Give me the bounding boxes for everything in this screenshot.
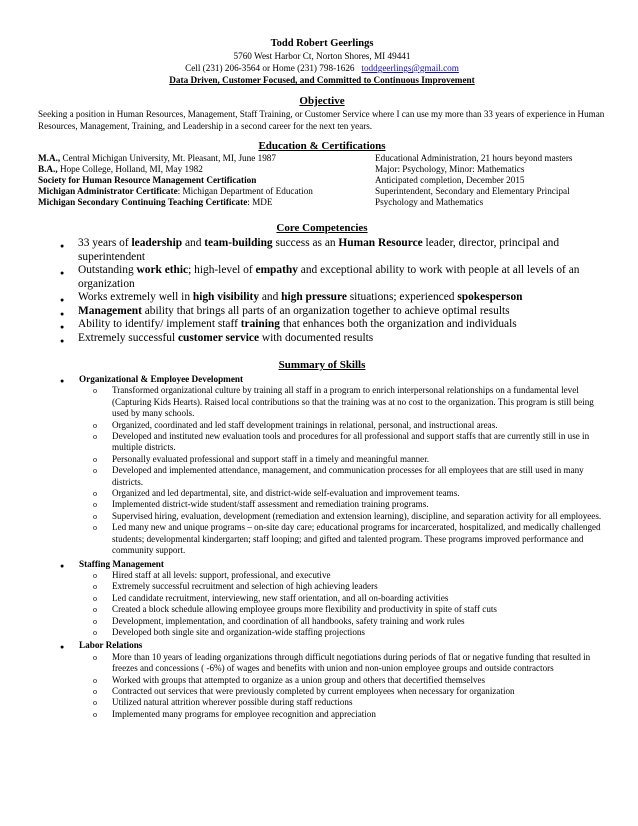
skill-text: Worked with groups that attempted to organize as a union group and others that decertified themselves — [112, 674, 486, 685]
credential-detail: : MDE — [247, 197, 273, 207]
credential-name: Society for Human Resource Management Certification — [38, 175, 257, 185]
circle-bullet-icon: o — [93, 627, 97, 637]
education-table — [38, 153, 606, 208]
competency-text: situations; experienced — [346, 291, 458, 303]
skill-text: Developed and implemented attendance, management, and communication processes for all employees that are still used in many districts. — [112, 465, 584, 487]
competency-text: Extremely successful — [78, 331, 178, 344]
skill-text: Organized, coordinated and led staff development trainings in relational, personal, and instructional areas. — [112, 419, 498, 430]
skill-group-title: Organizational & Employee Development — [79, 374, 244, 384]
skill-item — [38, 686, 606, 697]
objective-heading: Objective — [299, 95, 345, 107]
bullet-icon: ● — [60, 643, 65, 652]
education-focus: Anticipated completion, December 2015 — [375, 175, 525, 185]
education-credential — [38, 197, 375, 208]
skill-text: Hired staff at all levels: support, professional, and executive — [112, 569, 331, 580]
bullet-icon: ● — [60, 336, 65, 345]
credential-name: Michigan Administrator Certificate — [38, 186, 178, 196]
skill-item — [38, 420, 606, 431]
bullet-icon: ● — [60, 377, 65, 385]
skill-group — [38, 640, 606, 720]
competency-keyword: leadership — [131, 237, 183, 249]
skill-text: Developed both single site and organization-wide staffing projections — [112, 626, 365, 637]
circle-bullet-icon: o — [93, 709, 97, 719]
skill-item — [38, 431, 606, 454]
skill-text: Implemented many programs for employee recognition and appreciation — [112, 708, 376, 719]
circle-bullet-icon: o — [93, 500, 97, 510]
competency-keyword: Human Resource — [338, 237, 423, 249]
competency-text: 33 years of — [78, 237, 132, 249]
skill-text: Transformed organizational culture by training all staff in a program to enrich interpersonal relationships on a fundamental level (Capturing Kids Hearts). Raised local contributions so that the training was at no cost to the organization. This program is still being used by many schools. — [112, 385, 594, 419]
competency-keyword: training — [240, 318, 280, 330]
education-focus: Educational Administration, 21 hours beyond masters — [375, 153, 573, 163]
education-focus: Psychology and Mathematics — [375, 197, 484, 207]
competency-item — [38, 332, 606, 346]
education-row — [38, 153, 606, 164]
circle-bullet-icon: o — [93, 523, 97, 533]
education-focus: Major: Psychology, Minor: Mathematics — [375, 164, 525, 174]
circle-bullet-icon: o — [93, 570, 97, 580]
skill-item — [38, 499, 606, 510]
education-credential — [38, 175, 375, 186]
tagline: Data Driven, Customer Focused, and Committed to Continuous Improvement — [169, 75, 475, 85]
competencies-list — [38, 237, 606, 345]
skill-text: Utilized natural attrition wherever possible during staff reductions — [112, 697, 353, 708]
circle-bullet-icon: o — [93, 489, 97, 499]
skill-item — [38, 488, 606, 499]
circle-bullet-icon: o — [93, 616, 97, 626]
credential-name: B.A., — [38, 164, 58, 174]
competency-text: and — [182, 237, 205, 249]
skill-item — [38, 616, 606, 627]
skill-group-heading — [38, 640, 606, 651]
competency-text: Works extremely well in — [78, 291, 193, 303]
skill-item — [38, 454, 606, 465]
circle-bullet-icon: o — [93, 454, 97, 464]
circle-bullet-icon: o — [93, 593, 97, 603]
bullet-icon: ● — [60, 309, 65, 318]
skill-text: Organized and led departmental, site, and district-wide self-evaluation and improvement teams. — [112, 488, 460, 499]
competency-text: leader, director, principal and superintendent — [78, 237, 560, 263]
competency-text: with documented results — [259, 331, 374, 344]
circle-bullet-icon: o — [93, 686, 97, 696]
skill-group-heading — [38, 374, 606, 385]
skill-list — [38, 652, 606, 720]
competency-keyword: spokesperson — [457, 291, 523, 303]
competency-item — [38, 264, 606, 291]
circle-bullet-icon: o — [93, 675, 97, 685]
skill-item — [38, 581, 606, 592]
circle-bullet-icon: o — [93, 582, 97, 592]
circle-bullet-icon: o — [93, 420, 97, 430]
credential-detail: : Michigan Department of Education — [177, 186, 313, 196]
skill-text: Led candidate recruitment, interviewing, new staff orientation, and all on-boarding activities — [112, 592, 449, 603]
competency-text: that enhances both the organization and individuals — [279, 318, 517, 330]
competency-keyword: work ethic — [136, 264, 189, 276]
competencies-heading: Core Competencies — [276, 222, 368, 234]
bullet-icon: ● — [60, 269, 65, 277]
skill-text: Supervised hiring, evaluation, development (remediation and extension learning), discipline, and separation activity for all employees. — [112, 510, 602, 521]
skill-item — [38, 511, 606, 522]
candidate-name: Todd Robert Geerlings — [270, 38, 374, 49]
skill-text: Contracted out services that were previously completed by current employees when necessary for organization — [112, 685, 515, 696]
bullet-icon: ● — [60, 296, 65, 304]
skill-item — [38, 522, 606, 556]
circle-bullet-icon: o — [93, 466, 97, 476]
skill-group-heading — [38, 559, 606, 570]
skill-item — [38, 627, 606, 638]
education-row — [38, 175, 606, 186]
credential-detail: Hope College, Holland, MI, May 1982 — [57, 164, 203, 174]
skill-item — [38, 385, 606, 419]
circle-bullet-icon: o — [93, 432, 97, 442]
competency-item — [38, 237, 606, 264]
competency-keyword: Management — [78, 304, 142, 317]
skill-item — [38, 593, 606, 604]
skill-text: Extremely successful recruitment and selection of high achieving leaders — [112, 581, 378, 592]
competency-text: and exceptional ability to work with people at all levels of an organization — [78, 264, 580, 290]
competency-keyword: high pressure — [281, 291, 347, 303]
address: 5760 West Harbor Ct, Norton Shores, MI 49441 — [233, 51, 411, 61]
skill-text: Personally evaluated professional and support staff in a timely and meaningful manner. — [112, 453, 430, 464]
skill-text: Development, implementation, and coordination of all handbooks, safety training and work rules — [112, 615, 465, 626]
education-heading: Education & Certifications — [258, 140, 386, 152]
bullet-icon: ● — [60, 242, 65, 250]
education-row — [38, 186, 606, 197]
skill-text: Led many new and unique programs – on-site day care; educational programs for incarcerated, hospitalized, and medically challenged students; developmental kindergarten; staff looping; and gifted and talented program. These programs improved performance and community support. — [112, 522, 601, 556]
competency-keyword: high visibility — [192, 291, 260, 303]
circle-bullet-icon: o — [93, 386, 97, 396]
contact-line — [38, 62, 606, 74]
credential-name: Michigan Secondary Continuing Teaching Certificate — [38, 197, 248, 207]
skill-group-title: Staffing Management — [79, 558, 164, 569]
skill-item — [38, 675, 606, 686]
education-credential — [38, 186, 375, 197]
education-credential — [38, 153, 375, 164]
circle-bullet-icon: o — [93, 698, 97, 708]
circle-bullet-icon: o — [93, 652, 97, 662]
competency-text: ability that brings all parts of an organization together to achieve optimal results — [141, 304, 510, 317]
bullet-icon: ● — [60, 561, 65, 570]
skill-text: Implemented district-wide student/staff assessment and remediation training programs. — [112, 499, 429, 510]
skill-item — [38, 570, 606, 581]
skill-item — [38, 652, 606, 675]
skill-list — [38, 385, 606, 556]
competency-text: and — [259, 291, 282, 303]
skills-heading: Summary of Skills — [278, 359, 366, 371]
competency-item — [38, 318, 606, 332]
objective-text: Seeking a position in Human Resources, Management, Staff Training, or Customer Service where I can use my more than 33 years of experience in Human Resources, Management, Training, and Leadership in a second career for the next ten years. — [38, 109, 605, 131]
skills-section — [38, 374, 606, 720]
competency-text: Ability to identify/ implement staff — [78, 318, 241, 330]
credential-detail: Central Michigan University, Mt. Pleasant, MI, June 1987 — [60, 153, 276, 163]
skill-item — [38, 709, 606, 720]
skill-group — [38, 374, 606, 557]
competency-text: success as an — [272, 237, 339, 249]
education-focus: Superintendent, Secondary and Elementary Principal — [375, 186, 570, 196]
bullet-icon: ● — [60, 323, 65, 331]
education-credential — [38, 164, 375, 175]
circle-bullet-icon: o — [93, 511, 97, 521]
competency-item — [38, 305, 606, 319]
skill-group-title: Labor Relations — [79, 640, 143, 651]
competency-text: ; high-level of — [188, 264, 256, 276]
phone-numbers: Cell (231) 206-3564 or Home (231) 798-1626 — [185, 63, 355, 73]
skill-text: Created a block schedule allowing employee groups more flexibility and productivity in spite of staff cuts — [112, 604, 497, 615]
competency-item — [38, 291, 606, 305]
education-row — [38, 164, 606, 175]
competency-keyword: team-building — [204, 237, 273, 249]
skill-text: More than 10 years of leading organizations through difficult negotiations during periods of flat or negative funding that resulted in freezes and concessions ( -6%) of wages and benefits with union and non-union employee groups and outside contractors — [112, 651, 591, 674]
competency-keyword: customer service — [177, 331, 260, 344]
circle-bullet-icon: o — [93, 605, 97, 615]
skill-text: Developed and instituted new evaluation tools and procedures for all professional and support staffs that are currently still in use in multiple districts. — [112, 431, 590, 453]
competency-text: Outstanding — [78, 264, 137, 276]
skill-group — [38, 559, 606, 639]
competency-keyword: empathy — [255, 264, 298, 276]
email-link[interactable]: toddgeerlings@gmail.com — [361, 63, 459, 73]
skill-item — [38, 697, 606, 708]
credential-name: M.A., — [38, 153, 61, 163]
skill-item — [38, 465, 606, 488]
skill-item — [38, 604, 606, 615]
education-row — [38, 197, 606, 208]
skill-list — [38, 570, 606, 638]
